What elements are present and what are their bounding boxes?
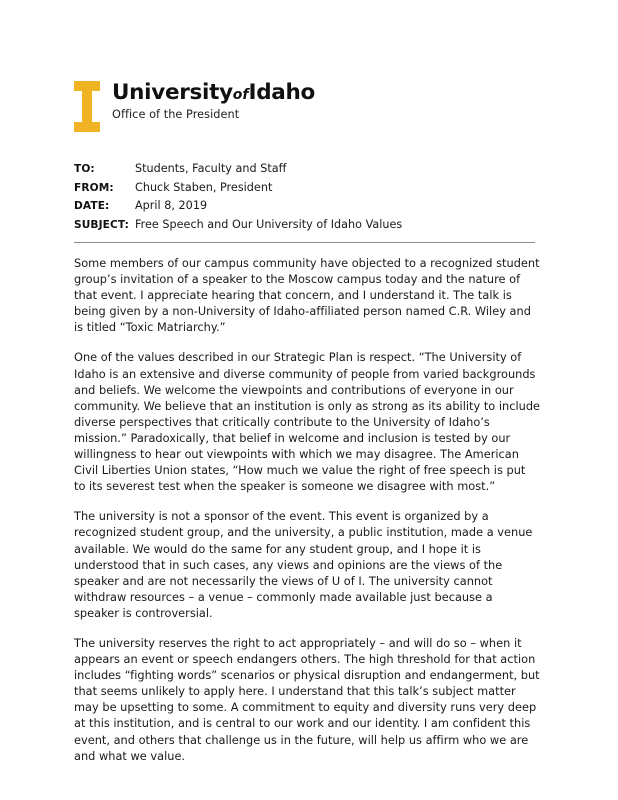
wordmark-of: of — [232, 87, 249, 103]
wordmark — [112, 80, 315, 121]
letterhead — [74, 80, 315, 132]
memo-value-date: April 8, 2019 — [135, 199, 208, 212]
memo-label-subject: SUBJECT: — [74, 218, 129, 231]
body-paragraph-3: The university is not a sponsor of the event. This event is organized by a recognized student group, and the university, a public institution, made a venue available. We would do the same for any student group, and I hope it is understood that in such cases, any views and opinions are the views of the speaker and are not necessarily the views of U of I. The university cannot withdraw resources – a venue – commonly made available just because a speaker is controversial. — [74, 509, 533, 620]
wordmark-subtitle: Office of the President — [112, 107, 240, 121]
memo-row-to — [74, 162, 536, 175]
university-of-idaho-block-i-icon — [74, 81, 100, 132]
memo-row-subject — [74, 218, 536, 231]
memo-label-from: FROM: — [74, 181, 114, 194]
wordmark-university: University — [112, 80, 233, 105]
memo-value-subject: Free Speech and Our University of Idaho Values — [135, 217, 403, 231]
body-paragraph-1: Some members of our campus community have objected to a recognized student group’s invitation of a speaker to the Moscow campus today and the nature of that event. I appreciate hearing that concern, and I understand it. The talk is being given by a non-University of Idaho-affiliated person named C.R. Wiley and is titled “Toxic Matriarchy.” — [74, 256, 540, 335]
memo-label-to: TO: — [74, 163, 95, 175]
letter-body — [74, 255, 540, 764]
memo-value-from: Chuck Staben, President — [135, 180, 273, 194]
block-i-bottom-serif — [74, 122, 100, 132]
memo-label-date: DATE: — [74, 200, 110, 212]
body-paragraph-2: One of the values described in our Strategic Plan is respect. “The University of Idaho is an extensive and diverse community of people from varied backgrounds and beliefs. We welcome the viewpoints and contributions of everyone in our community. We believe that an institution is only as strong as its ability to include diverse perspectives that critically contribute to the University of Idaho’s mission.” Paradoxically, that belief in welcome and inclusion is tested by our willingness to hear out viewpoints with which we may disagree. The American Civil Liberties Union states, “How much we value the right of free speech is put to its severest test when the speaker is someone we disagree with most.” — [74, 350, 541, 494]
header-divider — [74, 242, 535, 243]
body-paragraph-4: The university reserves the right to act appropriately – and will do so – when it appears an event or speech endangers others. The high threshold for that action includes “fighting words” scenarios or physical disruption and endangerment, but that seems unlikely to apply here. I understand that this talk’s subject matter may be upsetting to some. A commitment to equity and diversity runs very deep at this institution, and is central to our work and our identity. I am confident this event, and others that challenge us in the future, will help us affirm who we are and what we value. — [74, 635, 540, 763]
memo-row-from — [74, 181, 536, 194]
memo-header-fields — [74, 162, 536, 236]
memo-value-to: Students, Faculty and Staff — [135, 162, 287, 175]
memo-row-date — [74, 199, 536, 212]
wordmark-idaho: Idaho — [248, 80, 315, 105]
wordmark-title — [112, 82, 315, 104]
